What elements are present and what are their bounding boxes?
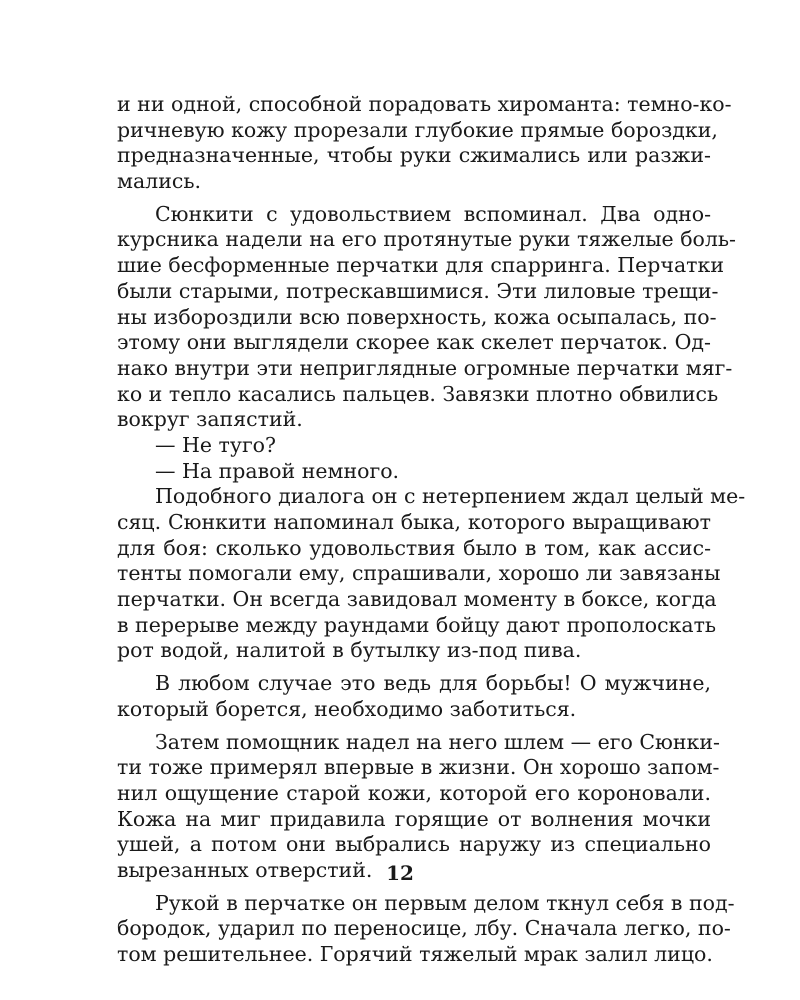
text-line: вырезанных отверстий.	[117, 857, 373, 882]
body-text	[117, 92, 746, 968]
text-line: ричневую кожу прорезали глубокие прямые бороздки,	[117, 117, 718, 142]
text-line: предназначенные, чтобы руки сжимались или разжи-	[117, 143, 711, 168]
page-number: 12	[386, 861, 414, 885]
text-line: том решительнее. Горячий тяжелый мрак залил лицо.	[117, 942, 713, 966]
text-line: Сюнкити с удовольствием вспоминал. Два одно-	[155, 201, 711, 226]
text-line: и ни одной, способной порадовать хироманта: темно-ко-	[117, 92, 732, 116]
text-line: тенты помогали ему, спрашивали, хорошо ли завязаны	[117, 561, 721, 586]
text-line: который борется, необходимо заботиться.	[117, 696, 577, 721]
text-line: Кожа на миг придавила горящие от волнения мочки	[117, 806, 711, 831]
dialogue-line: — На правой немного.	[155, 458, 400, 483]
text-line: вокруг запястий.	[117, 407, 303, 432]
text-line: сяц. Сюнкити напоминал быка, которого выращивают	[117, 510, 711, 534]
text-line: перчатки. Он всегда завидовал моменту в боксе, когда	[117, 587, 717, 612]
text-line: В любом случае это ведь для борьбы! О мужчине,	[155, 671, 711, 696]
text-line: для боя: сколько удовольствия было в том, как ассис-	[117, 535, 711, 560]
text-line: ко и тепло касались пальцев. Завязки плотно обвились	[117, 381, 719, 406]
text-line: были старыми, потрескавшимися. Эти лиловые трещи-	[117, 278, 719, 303]
text-line: шие бесформенные перчатки для спарринга. Перчатки	[117, 253, 724, 278]
text-line: рот водой, налитой в бутылку из-под пива.	[117, 638, 582, 663]
dialogue-line: — Не туго?	[155, 432, 277, 457]
text-line: ушей, а потом они выбрались наружу из специально	[117, 832, 711, 857]
text-line: Подобного диалога он с нетерпением ждал целый ме-	[155, 484, 746, 509]
text-line: Рукой в перчатке он первым делом ткнул себя в под-	[155, 890, 735, 915]
text-line: ти тоже примерял впервые в жизни. Он хорошо запом-	[117, 755, 720, 780]
text-line: нил ощущение старой кожи, которой его короновали.	[117, 780, 711, 805]
text-line: мались.	[117, 169, 202, 194]
text-line: в перерыве между раундами бойцу дают прополоскать	[117, 612, 717, 637]
text-line: нако внутри эти неприглядные огромные перчатки мяг-	[117, 355, 733, 380]
text-line: Затем помощник надел на него шлем — его Сюнки-	[155, 729, 720, 754]
text-line: курсника надели на его протянутые руки тяжелые боль-	[117, 227, 736, 252]
text-line: бородок, ударил по переносице, лбу. Сначала легко, по-	[117, 916, 731, 941]
text-line: ны избороздили всю поверхность, кожа осыпалась, по-	[117, 304, 717, 329]
text-line: этому они выглядели скорее как скелет перчаток. Од-	[117, 330, 711, 355]
